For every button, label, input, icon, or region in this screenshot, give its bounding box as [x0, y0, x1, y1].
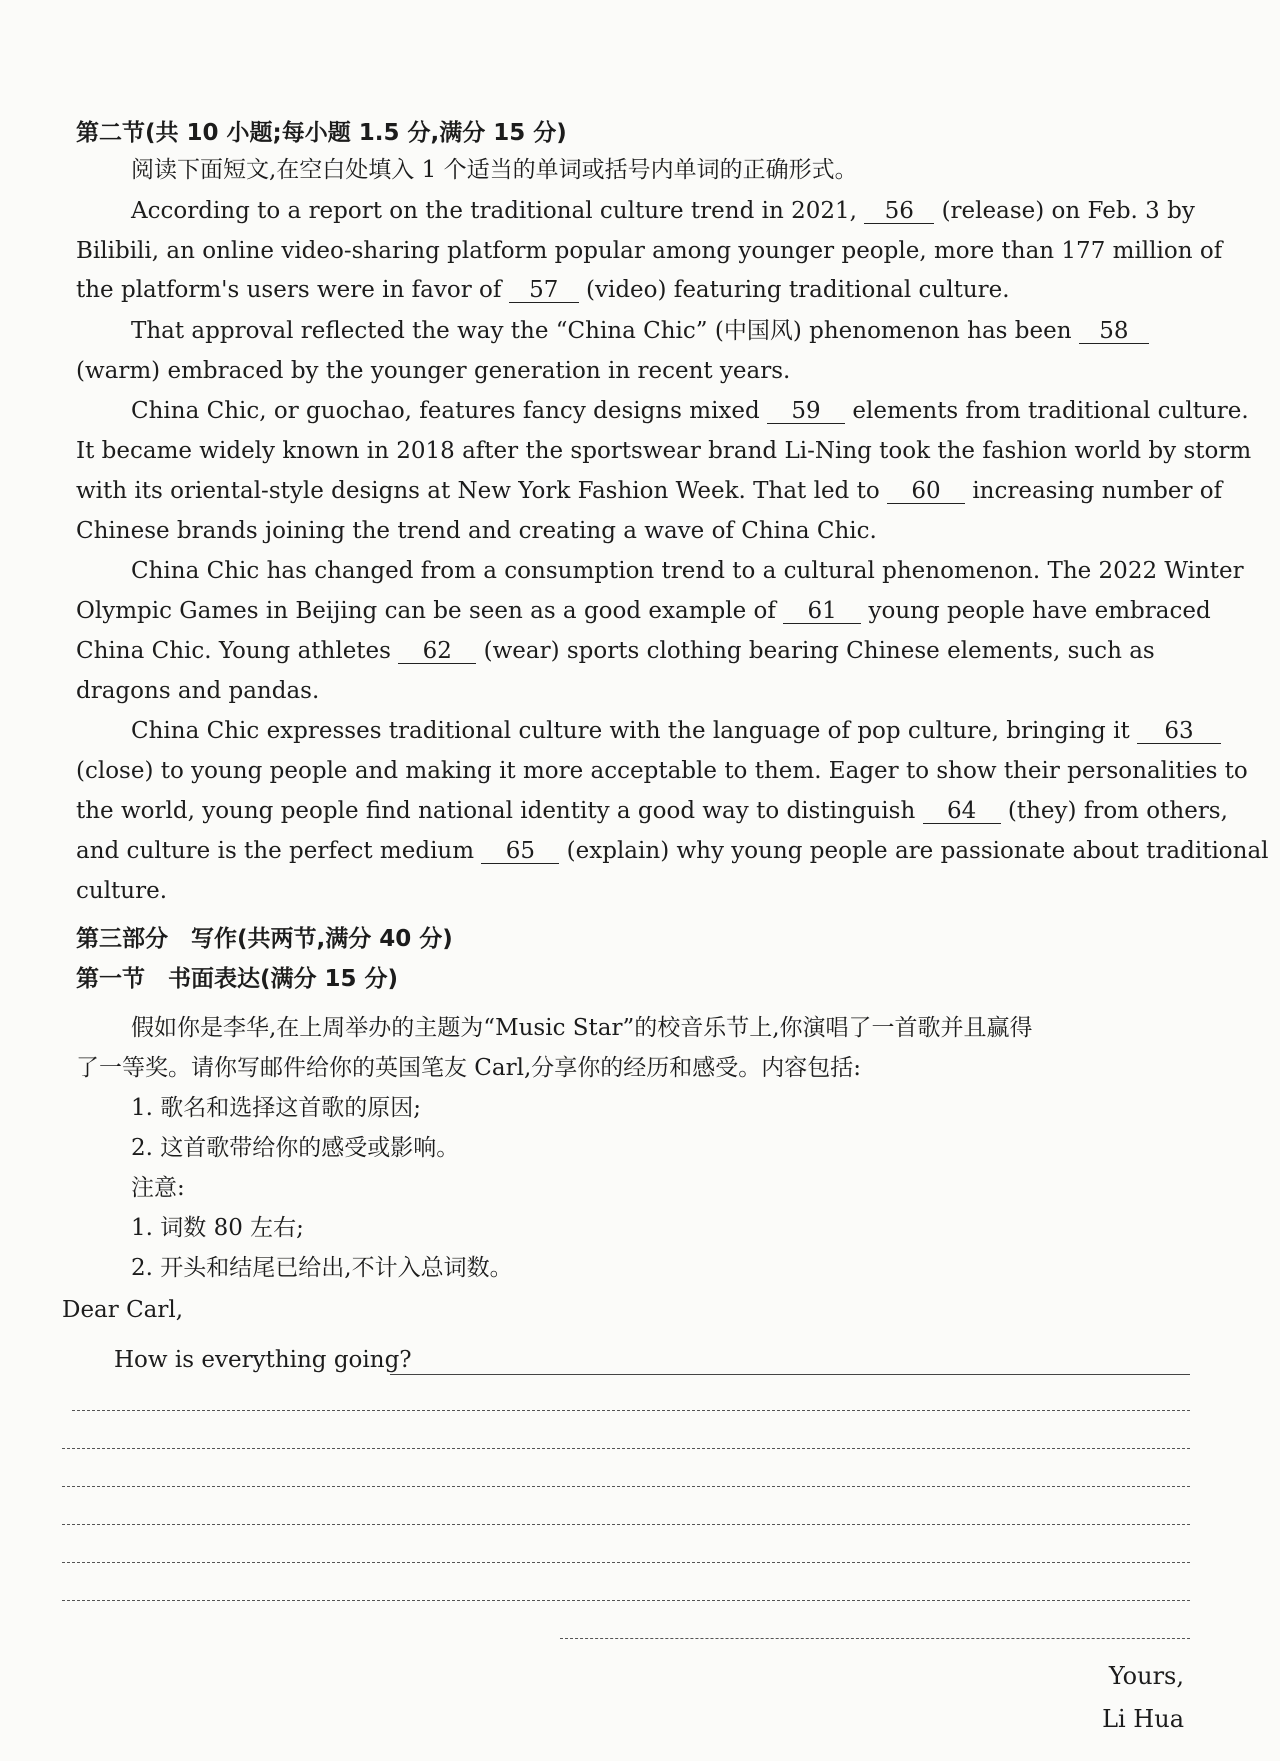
passage-line-16: the world, young people find national identity a good way to distinguish 64 (they) from others,	[76, 798, 1228, 824]
blank-57[interactable]: 57	[509, 278, 579, 303]
passage-line-8: with its oriental-style designs at New York Fashion Week. That led to 60 increasing number of	[76, 478, 1223, 504]
passage-line-5: (warm) embraced by the younger generation in recent years.	[76, 358, 791, 384]
salutation: Dear Carl,	[62, 1297, 184, 1323]
blank-60[interactable]: 60	[887, 479, 965, 504]
passage-line-2: Bilibili, an online video-sharing platform popular among younger people, more than 177 million of	[76, 238, 1223, 264]
answer-line[interactable]	[62, 1448, 1190, 1449]
writing-prompt-line-1: 假如你是李华,在上周举办的主题为“Music Star”的校音乐节上,你演唱了一首歌并且赢得	[131, 1015, 1033, 1041]
passage-line-13: dragons and pandas.	[76, 678, 320, 704]
answer-line[interactable]	[62, 1562, 1190, 1563]
content-item-2: 2. 这首歌带给你的感受或影响。	[131, 1135, 460, 1161]
passage-line-7: It became widely known in 2018 after the sportswear brand Li-Ning took the fashion world by storm	[76, 438, 1252, 464]
passage-line-12: China Chic. Young athletes 62 (wear) sports clothing bearing Chinese elements, such as	[76, 638, 1155, 664]
part3-section1-heading: 第一节 书面表达(满分 15 分)	[76, 966, 399, 992]
answer-line[interactable]	[62, 1486, 1190, 1487]
answer-line[interactable]	[390, 1374, 1190, 1375]
writing-prompt-line-2: 了一等奖。请你写邮件给你的英国笔友 Carl,分享你的经历和感受。内容包括:	[76, 1055, 862, 1081]
signature: Li Hua	[1102, 1705, 1184, 1733]
content-item-1: 1. 歌名和选择这首歌的原因;	[131, 1095, 422, 1121]
passage-line-11: Olympic Games in Beijing can be seen as a good example of 61 young people have embraced	[76, 598, 1211, 624]
note-item-2: 2. 开头和结尾已给出,不计入总词数。	[131, 1255, 513, 1281]
blank-59[interactable]: 59	[767, 399, 845, 424]
passage-line-15: (close) to young people and making it more acceptable to them. Eager to show their personalities to	[76, 758, 1248, 784]
passage-line-9: Chinese brands joining the trend and creating a wave of China Chic.	[76, 518, 877, 544]
section2-instruction: 阅读下面短文,在空白处填入 1 个适当的单词或括号内单词的正确形式。	[131, 157, 858, 183]
blank-58[interactable]: 58	[1079, 319, 1149, 344]
answer-line[interactable]	[560, 1638, 1190, 1639]
answer-line[interactable]	[62, 1524, 1190, 1525]
passage-line-6: China Chic, or guochao, features fancy designs mixed 59 elements from traditional culture.	[131, 398, 1249, 424]
blank-65[interactable]: 65	[481, 839, 559, 864]
answer-line[interactable]	[62, 1600, 1190, 1601]
blank-64[interactable]: 64	[923, 799, 1001, 824]
passage-line-1: According to a report on the traditional culture trend in 2021, 56 (release) on Feb. 3 by	[131, 198, 1195, 224]
note-label: 注意:	[131, 1175, 185, 1201]
passage-line-14: China Chic expresses traditional culture with the language of pop culture, bringing it 63	[76, 716, 1184, 746]
opening-line: How is everything going?	[114, 1347, 412, 1373]
passage-line-17: and culture is the perfect medium 65 (explain) why young people are passionate about traditional	[76, 838, 1269, 864]
blank-56[interactable]: 56	[864, 199, 934, 224]
answer-line[interactable]	[72, 1410, 1190, 1411]
blank-62[interactable]: 62	[398, 639, 476, 664]
section2-heading: 第二节(共 10 小题;每小题 1.5 分,满分 15 分)	[76, 120, 567, 146]
blank-61[interactable]: 61	[783, 599, 861, 624]
passage-line-4: That approval reflected the way the “China Chic” (中国风) phenomenon has been 58	[76, 316, 1184, 346]
passage-line-18: culture.	[76, 878, 168, 904]
note-item-1: 1. 词数 80 左右;	[131, 1215, 304, 1241]
passage-line-3: the platform's users were in favor of 57 (video) featuring traditional culture.	[76, 277, 1010, 303]
closing: Yours,	[1108, 1662, 1184, 1690]
part3-heading: 第三部分 写作(共两节,满分 40 分)	[76, 926, 453, 952]
blank-63[interactable]: 63	[1137, 719, 1221, 744]
passage-line-10: China Chic has changed from a consumption trend to a cultural phenomenon. The 2022 Winter	[131, 558, 1244, 584]
